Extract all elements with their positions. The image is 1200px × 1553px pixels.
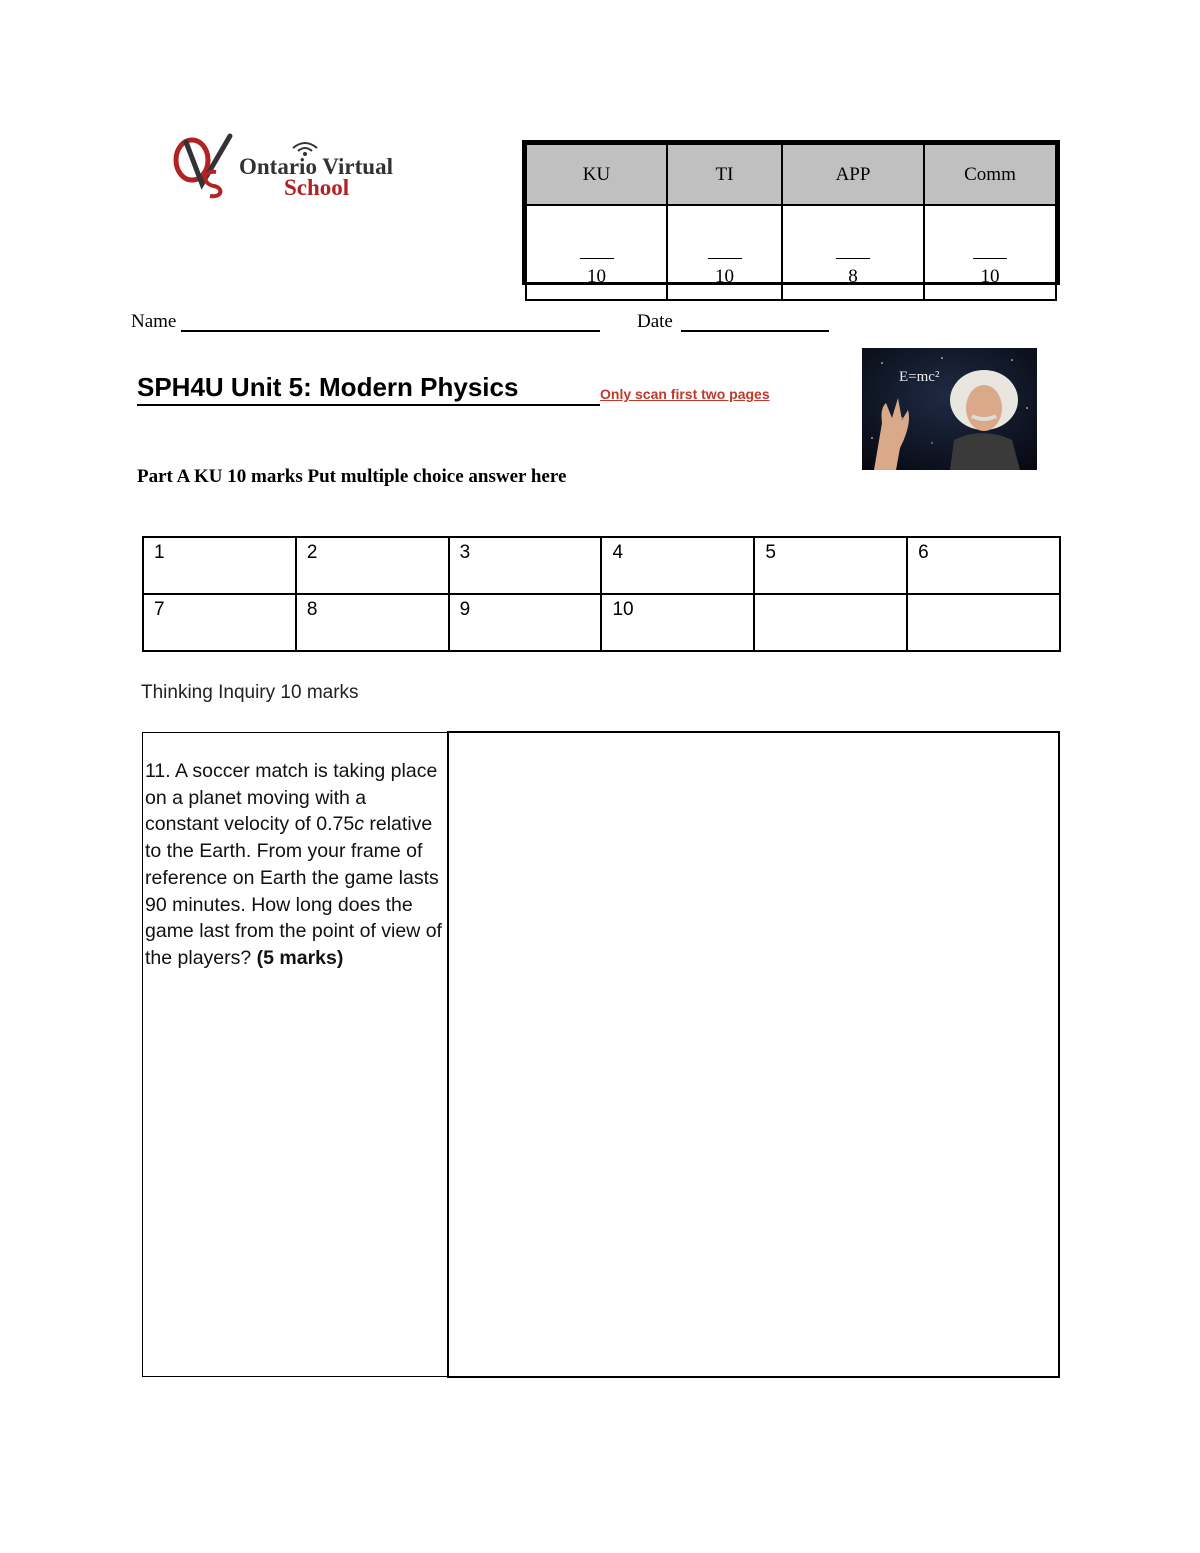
marks-outof-ti: 10	[715, 266, 734, 287]
marks-table	[522, 140, 1060, 285]
mc-cell-7[interactable]: 7	[143, 594, 296, 651]
mc-cell-1[interactable]: 1	[143, 537, 296, 594]
answer-box[interactable]	[447, 731, 1060, 1378]
title-underline	[137, 404, 600, 406]
mc-cell-8[interactable]: 8	[296, 594, 449, 651]
question-text-before: 11. A soccer match is taking place on a planet moving with a constant velocity of 0.75	[145, 760, 438, 836]
marks-outof-comm: 10	[980, 266, 1000, 287]
marks-cell-ku[interactable]	[526, 205, 667, 300]
scan-note: Only scan first two pages	[600, 386, 770, 402]
multiple-choice-grid	[142, 536, 1061, 652]
logo-line1: Ontario Virtual	[239, 154, 393, 179]
page-title: SPH4U Unit 5: Modern Physics	[137, 372, 519, 402]
mc-cell-6[interactable]: 6	[907, 537, 1060, 594]
school-logo	[172, 132, 417, 202]
mc-cell-5[interactable]: 5	[754, 537, 907, 594]
einstein-image	[862, 348, 1037, 470]
question-marks: (5 marks)	[256, 946, 344, 969]
mc-cell-10[interactable]: 10	[601, 594, 754, 651]
marks-cell-comm[interactable]	[924, 205, 1056, 300]
ovs-monogram-icon	[172, 132, 238, 202]
mc-cell-2[interactable]: 2	[296, 537, 449, 594]
marks-cell-ti[interactable]	[667, 205, 782, 300]
question-text-c: c	[354, 813, 364, 836]
formula-text: E=mc²	[899, 369, 940, 385]
part-a-heading: Part A KU 10 marks Put multiple choice answer here	[137, 466, 567, 487]
name-field[interactable]	[181, 330, 600, 332]
marks-header-ku: KU	[526, 144, 667, 205]
marks-outof-ku: 10	[587, 266, 606, 287]
marks-header-app: APP	[782, 144, 924, 205]
thinking-inquiry-heading: Thinking Inquiry 10 marks	[141, 682, 359, 703]
mc-cell-empty-1[interactable]	[754, 594, 907, 651]
mc-cell-4[interactable]: 4	[601, 537, 754, 594]
mc-cell-empty-2[interactable]	[907, 594, 1060, 651]
mc-cell-9[interactable]: 9	[449, 594, 602, 651]
logo-line2: School	[284, 175, 350, 200]
question-text-after: relative to the Earth. From your frame of reference on Earth the game lasts 90 minutes. How long does the game last from the point of view of the players?	[145, 813, 442, 969]
marks-header-ti: TI	[667, 144, 782, 205]
mc-cell-3[interactable]: 3	[449, 537, 602, 594]
marks-header-comm: Comm	[924, 144, 1056, 205]
question-11-text	[145, 758, 445, 972]
name-label: Name	[131, 311, 177, 332]
marks-cell-app[interactable]	[782, 205, 924, 300]
date-label: Date	[637, 311, 673, 332]
marks-outof-app: 8	[848, 266, 858, 287]
date-field[interactable]	[681, 330, 829, 332]
